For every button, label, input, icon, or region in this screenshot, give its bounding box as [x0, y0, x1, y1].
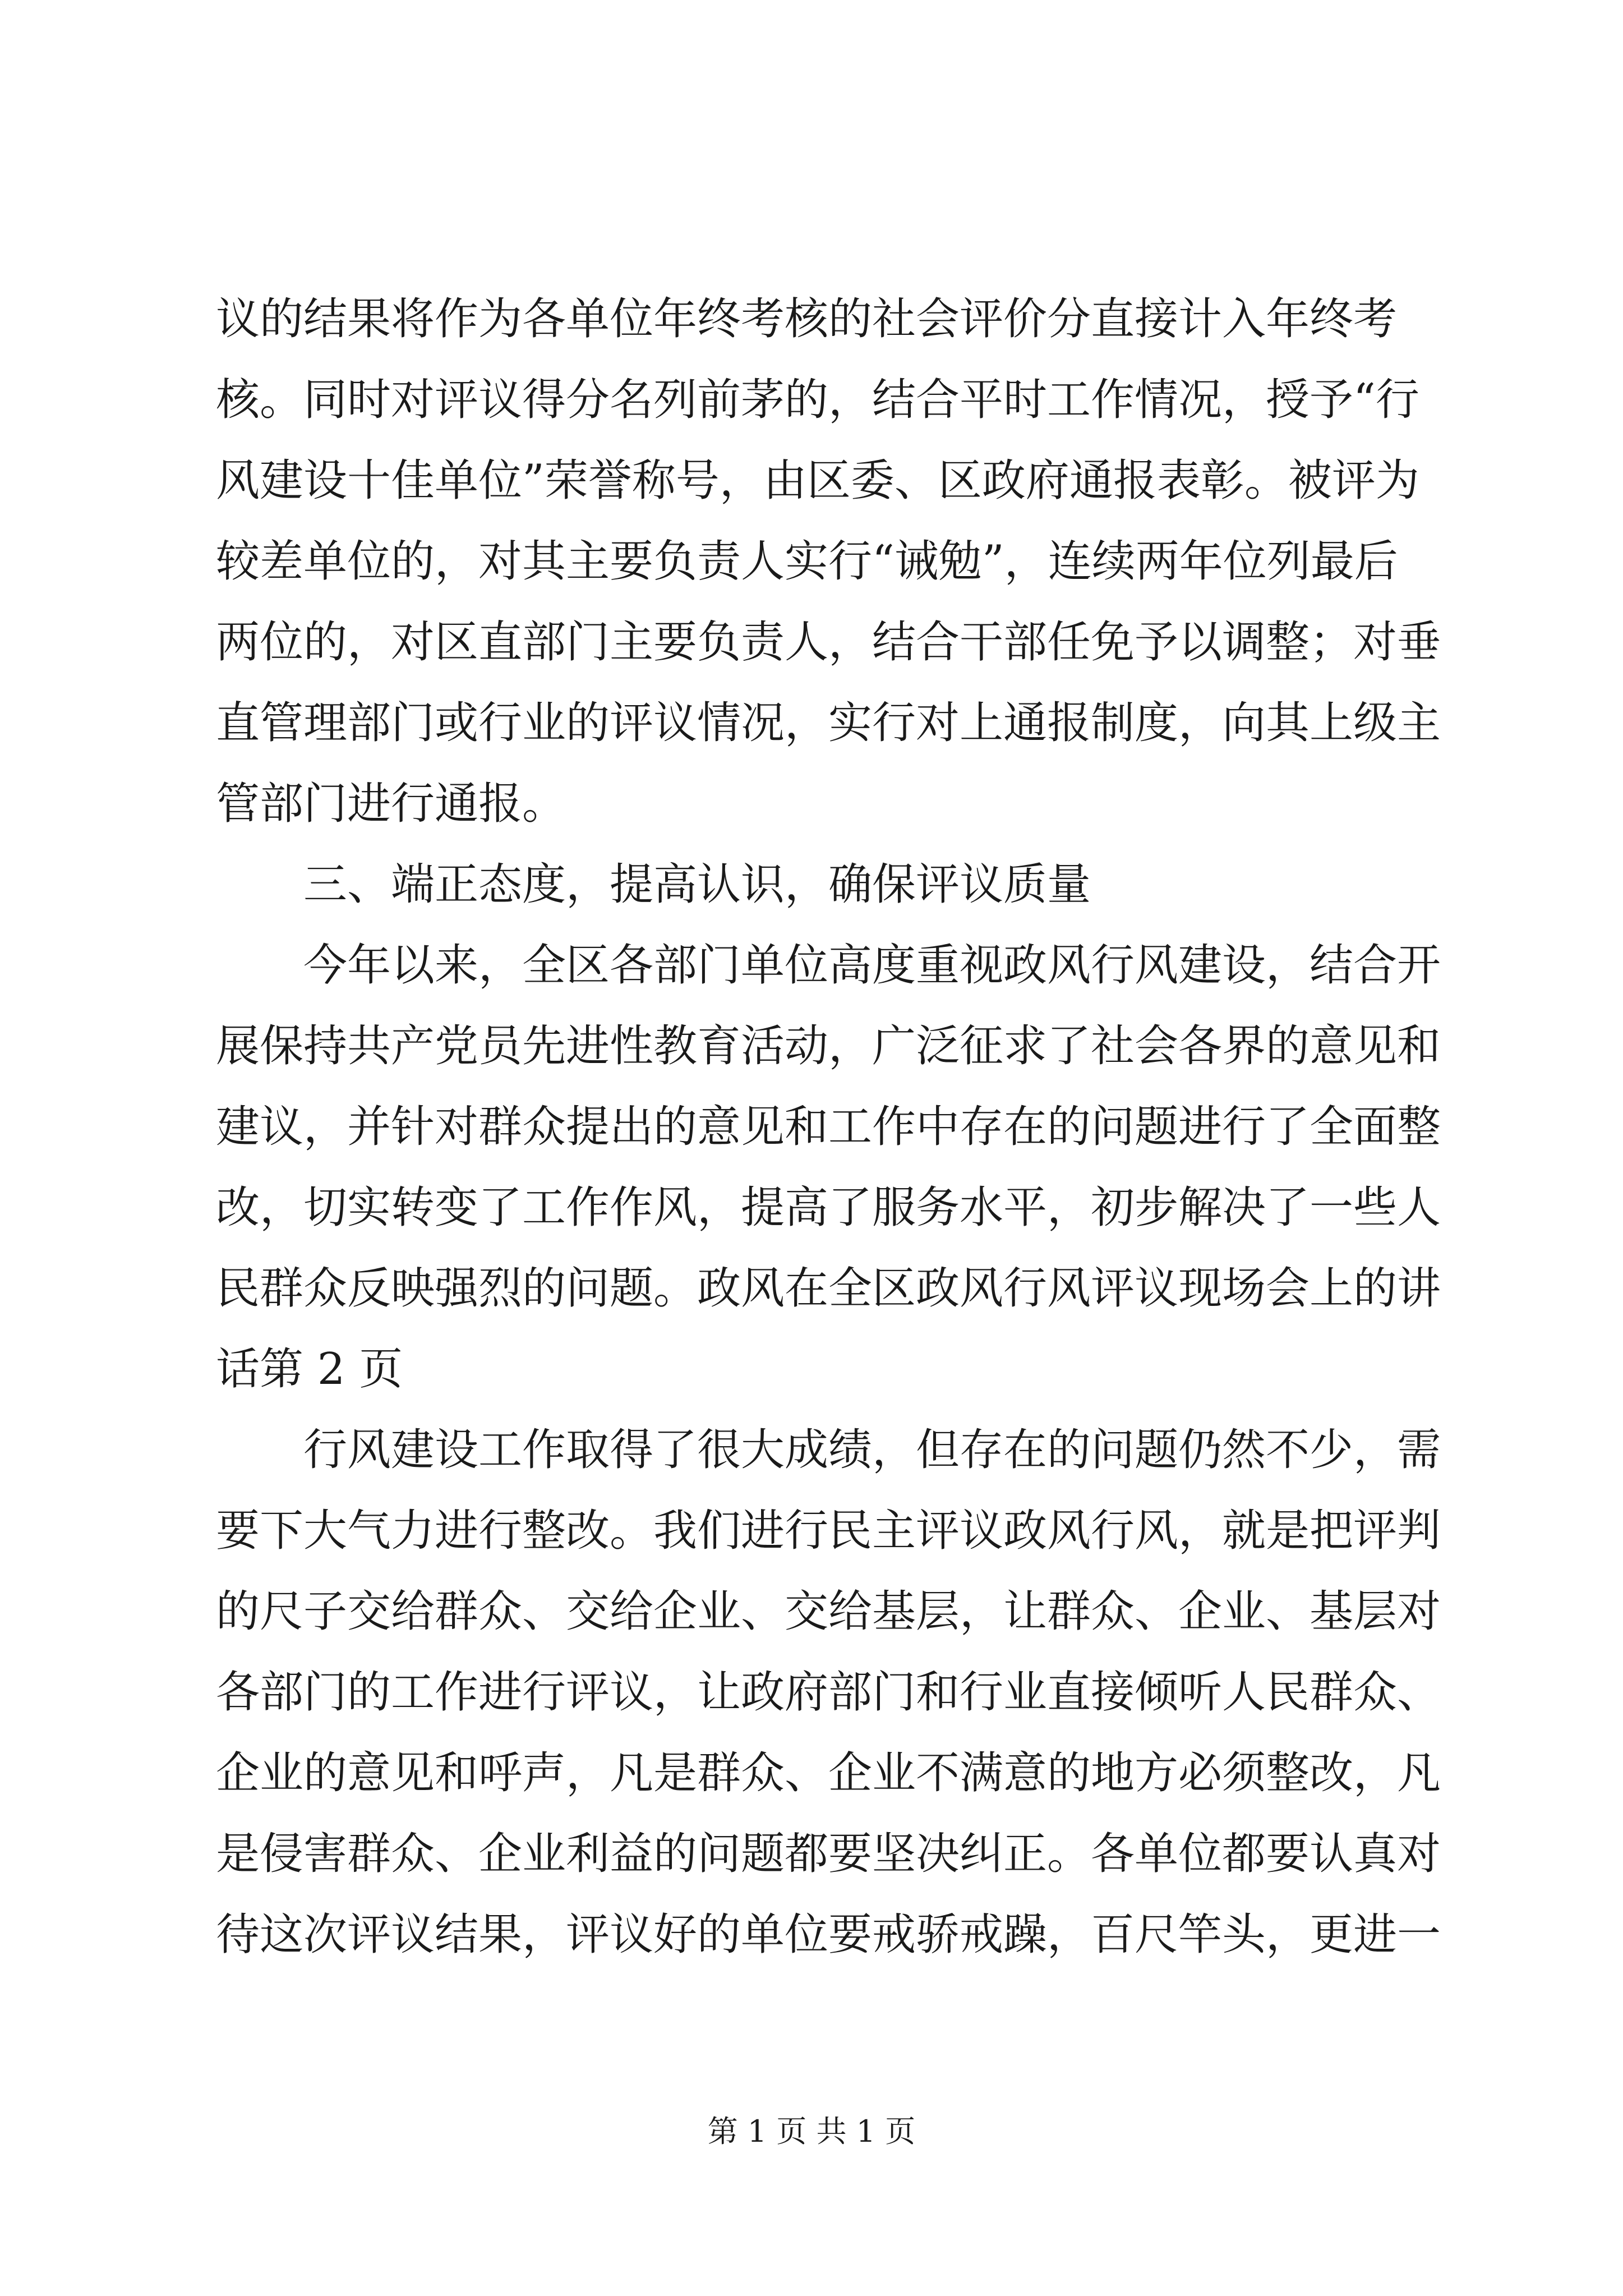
text-line: 话第 2 页: [216, 1344, 403, 1395]
text-line: 民群众反映强烈的问题。政风在全区政风行风评议现场会上的讲: [216, 1263, 1441, 1314]
text-line: 各部门的工作进行评议，让政府部门和行业直接倾听人民群众、: [216, 1667, 1441, 1718]
text-line: 管部门进行通报。: [216, 779, 566, 829]
text-line: 的尺子交给群众、交给企业、交给基层，让群众、企业、基层对: [216, 1586, 1441, 1637]
text-line: 今年以来，全区各部门单位高度重视政风行风建设，结合开: [216, 940, 1441, 991]
text-line: 行风建设工作取得了很大成绩，但存在的问题仍然不少，需: [216, 1425, 1441, 1475]
text-line: 议的结果将作为各单位年终考核的社会评价分直接计入年终考: [216, 294, 1398, 344]
text-line: 风建设十佳单位”荣誉称号，由区委、区政府通报表彰。被评为: [216, 455, 1419, 506]
text-line: 企业的意见和呼声，凡是群众、企业不满意的地方必须整改，凡: [216, 1748, 1441, 1798]
text-line: 展保持共产党员先进性教育活动，广泛征求了社会各界的意见和: [216, 1021, 1441, 1071]
page-footer: [0, 2109, 1623, 2154]
text-line: 直管理部门或行业的评议情况，实行对上通报制度，向其上级主: [216, 698, 1441, 748]
text-line: 核。同时对评议得分名列前茅的，结合平时工作情况，授予“行: [216, 375, 1419, 425]
document-body: [216, 279, 1450, 1975]
section-heading: 三、端正态度，提高认识，确保评议质量: [216, 859, 1091, 910]
text-line: 建议，并针对群众提出的意见和工作中存在的问题进行了全面整: [216, 1102, 1441, 1152]
text-line: 是侵害群众、企业利益的问题都要坚决纠正。各单位都要认真对: [216, 1829, 1441, 1879]
text-line: 要下大气力进行整改。我们进行民主评议政风行风，就是把评判: [216, 1506, 1441, 1556]
text-line: 较差单位的，对其主要负责人实行“诫勉”，连续两年位列最后: [216, 536, 1398, 587]
page-number-label: 第 1 页 共 1 页: [707, 2114, 916, 2149]
text-line: 两位的，对区直部门主要负责人，结合干部任免予以调整；对垂: [216, 617, 1441, 668]
text-line: 待这次评议结果，评议好的单位要戒骄戒躁，百尺竿头，更进一: [216, 1910, 1441, 1960]
text-line: 改，切实转变了工作作风，提高了服务水平，初步解决了一些人: [216, 1182, 1441, 1233]
